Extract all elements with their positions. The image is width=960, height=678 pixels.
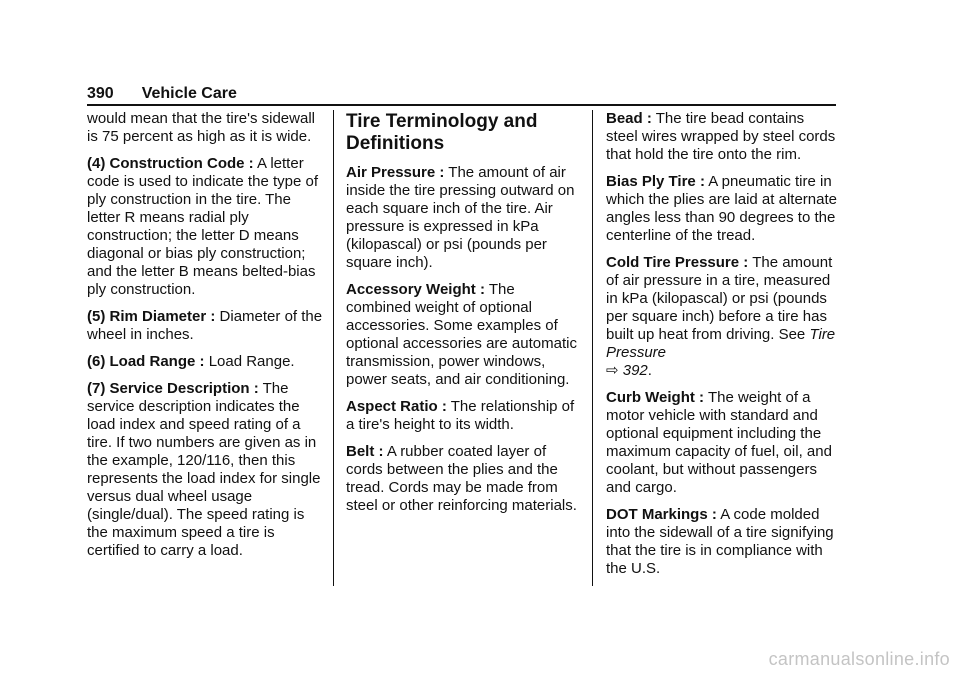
- column-3: [606, 110, 838, 587]
- period: .: [647, 362, 652, 379]
- term: Accessory Weight :: [346, 281, 485, 298]
- cross-reference-link[interactable]: Tire Pressure: [606, 326, 836, 361]
- definition-dot-markings: [606, 506, 838, 578]
- definition-service-description: [87, 380, 323, 560]
- watermark: carmanualsonline.info: [768, 649, 950, 669]
- definition-text: The service description indicates the load index and speed rating of a tire. If two numbers are given as in the example, 120/116, then this represents the load index for single versus dual wheel usage (single/dual). The speed rating is the maximum speed a tire is certified to carry a load.: [87, 380, 321, 559]
- page-reference[interactable]: 392: [622, 362, 648, 379]
- header-rule: [87, 104, 836, 106]
- term: Bead :: [606, 110, 652, 127]
- term: Curb Weight :: [606, 389, 705, 406]
- definition-curb-weight: [606, 389, 838, 497]
- definition-text: The amount of air inside the tire pressing outward on each square inch of the tire. Air pressure is expressed in kPa (kilopascal) or psi (pounds per square inch).: [346, 164, 575, 271]
- term: Bias Ply Tire :: [606, 173, 705, 190]
- definition-text: Diameter of the wheel in inches.: [87, 308, 323, 343]
- term: Belt :: [346, 443, 384, 460]
- page-ref-arrow-icon: ⇨: [606, 362, 619, 379]
- page-number: 390: [87, 85, 114, 102]
- definition-text: A pneumatic tire in which the plies are laid at alternate angles less than 90 degrees to the centerline of the tread.: [606, 173, 837, 244]
- definition-aspect-ratio: [346, 398, 578, 434]
- column-divider-2: [592, 110, 593, 586]
- definition-text: The tire bead contains steel wires wrapped by steel cords that hold the tire onto the rim.: [606, 110, 836, 163]
- column-divider-1: [333, 110, 334, 586]
- term: (4) Construction Code :: [87, 155, 254, 172]
- definition-air-pressure: [346, 164, 578, 272]
- definition-bias-ply-tire: [606, 173, 838, 245]
- definition-accessory-weight: [346, 281, 578, 389]
- section-heading: Tire Terminology and Definitions: [346, 111, 538, 154]
- definition-rim-diameter: [87, 308, 323, 344]
- definition-text: The combined weight of optional accessories. Some examples of optional accessories are automatic transmission, power windows, power seats, and air conditioning.: [346, 281, 577, 388]
- term: DOT Markings :: [606, 506, 717, 523]
- definition-text: A letter code is used to indicate the type of ply construction in the tire. The letter R means radial ply construction; the letter D means diagonal or bias ply construction; and the letter B means belted-bias ply construction.: [87, 155, 318, 298]
- definition-text: Load Range.: [208, 353, 295, 370]
- definition-text: The amount of air pressure in a tire, measured in kPa (kilopascal) or psi (pounds per square inch) before a tire has built up heat from driving. See: [606, 254, 833, 343]
- definition-text: A rubber coated layer of cords between the plies and the tread. Cords may be made from steel or other reinforcing materials.: [346, 443, 577, 514]
- definition-text: The relationship of a tire's height to its width.: [346, 398, 575, 433]
- term: (6) Load Range :: [87, 353, 205, 370]
- term: (5) Rim Diameter :: [87, 308, 216, 325]
- definition-text: The weight of a motor vehicle with standard and optional equipment including the maximum capacity of fuel, oil, and coolant, but without passengers and cargo.: [606, 389, 832, 496]
- definition-load-range: [87, 353, 323, 371]
- column-2: [346, 110, 578, 524]
- page-header: [87, 84, 237, 104]
- term: Air Pressure :: [346, 164, 445, 181]
- definition-text: A code molded into the sidewall of a tire signifying that the tire is in compliance with the U.S.: [606, 506, 834, 577]
- term: Cold Tire Pressure :: [606, 254, 749, 271]
- term: Aspect Ratio :: [346, 398, 447, 415]
- term: (7) Service Description :: [87, 380, 259, 397]
- column-1: [87, 110, 323, 569]
- section-title: Vehicle Care: [141, 85, 237, 102]
- definition-cold-tire-pressure: [606, 254, 838, 380]
- definition-construction-code: [87, 155, 323, 299]
- continued-paragraph: would mean that the tire's sidewall is 75 percent as high as it is wide.: [87, 110, 315, 145]
- definition-bead: [606, 110, 838, 164]
- definition-belt: [346, 443, 578, 515]
